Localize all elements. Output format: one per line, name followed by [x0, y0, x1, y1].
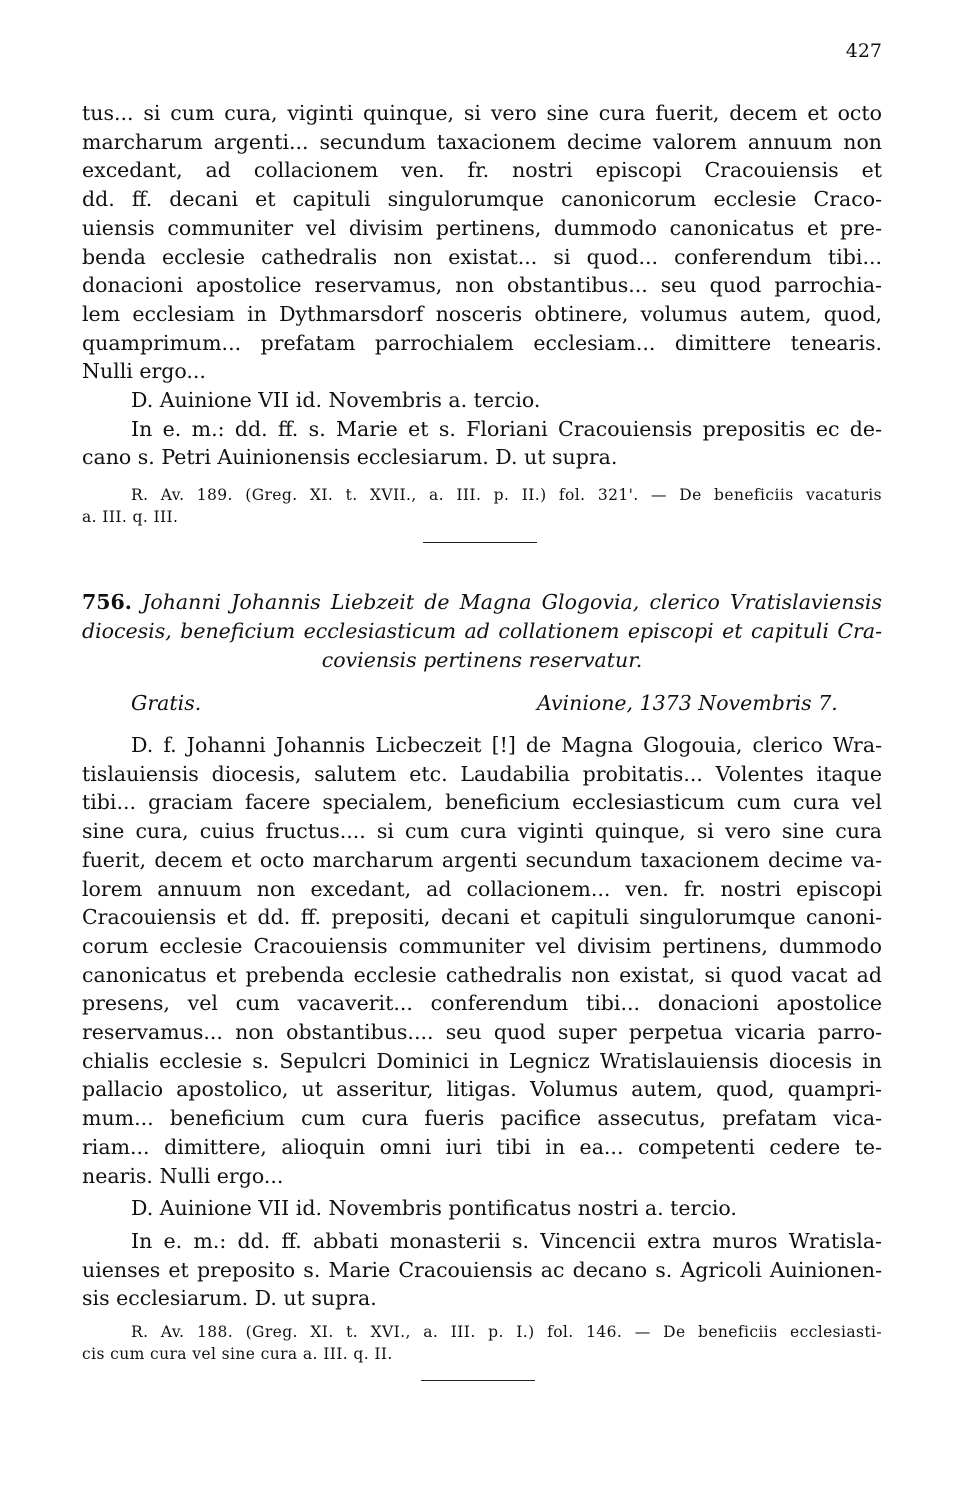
text-line: donacioni apostolice reservamus, non obstantibus... seu quod parrochia-: [82, 273, 882, 298]
text-line: excedant, ad collacionem ven. fr. nostri episcopi Cracouiensis et: [82, 158, 882, 183]
text-line: benda ecclesie cathedralis non existat... si quod... conferendum tibi...: [82, 244, 882, 269]
entry-dateline: [82, 691, 882, 715]
reference-line: R. Av. 188. (Greg. XI. t. XVI., a. III. p. I.) fol. 146. — De beneficiis ecclesiasti-: [131, 1323, 882, 1341]
text-line: tus... si cum cura, viginti quinque, si vero sine cura fuerit, decem et octo: [82, 101, 882, 125]
prev-entry-reference: [82, 484, 882, 528]
text-line: uiensis communiter vel divisim pertinens, dummodo canonicatus et pre-: [82, 215, 882, 240]
entry-reference: [82, 1321, 882, 1365]
text-line: lorem annuum non excedant, ad collacionem... ven. fr. nostri episcopi: [82, 876, 882, 901]
text-line: tislauiensis diocesis, salutem etc. Laudabilia probitatis... Volentes itaque: [82, 761, 882, 786]
in-eodem-modo-line: sis ecclesiarum. D. ut supra.: [82, 1286, 377, 1311]
text-line: canonicatus et prebenda ecclesie cathedralis non existat, si quod vacat ad: [82, 962, 882, 987]
gratis-note: Gratis.: [131, 691, 202, 715]
page-number: 427: [845, 40, 882, 62]
reference-line: a. III. q. III.: [82, 508, 179, 526]
text-line: corum ecclesie Cracouiensis communiter vel divisim pertinens, dummodo: [82, 933, 882, 958]
text-line: fuerit, decem et octo marcharum argenti secundum taxacionem decime va-: [82, 847, 882, 872]
text-line: presens, vel cum vacaverit... conferendum tibi... donacioni apostolice: [82, 991, 882, 1016]
date-line: D. Auinione VII id. Novembris a. tercio.: [131, 388, 541, 413]
text-line: sine cura, cuius fructus.... si cum cura viginti quinque, si vero sine cura: [82, 819, 882, 844]
in-eodem-modo-line: In e. m.: dd. ff. s. Marie et s. Floriani Cracouiensis prepositis ec de-: [131, 416, 882, 441]
text-line: Cracouiensis et dd. ff. prepositi, decani et capituli singulorumque canoni-: [82, 905, 882, 930]
place-date: Avinione, 1373 Novembris 7.: [537, 691, 838, 715]
entry-heading: [82, 588, 882, 675]
text-line: chialis ecclesie s. Sepulcri Dominici in Legnicz Wratislauiensis diocesis in: [82, 1048, 882, 1073]
in-eodem-modo-line: In e. m.: dd. ff. abbati monasterii s. Vincencii extra muros Wratisla-: [131, 1228, 882, 1253]
separator-rule: [423, 542, 537, 543]
text-line: riam... dimittere, alioquin omni iuri tibi in ea... competenti cedere te-: [82, 1134, 882, 1159]
heading-line: coviensis pertinens reservatur.: [321, 648, 643, 672]
text-line: Nulli ergo...: [82, 359, 206, 384]
text-line: mum... beneficium cum cura fueris pacifice assecutus, prefatam vica-: [82, 1106, 882, 1131]
text-line: pallacio apostolico, ut asseritur, litigas. Volumus autem, quod, quampri-: [82, 1077, 882, 1102]
text-line: marcharum argenti... secundum taxacionem decime valorem annuum non: [82, 129, 882, 154]
text-line: D. f. Johanni Johannis Licbeczeit [!] de Magna Glogouia, clerico Wra-: [131, 733, 882, 757]
heading-line: Johanni Johannis Liebzeit de Magna Glogovia, clerico Vratislaviensis: [142, 590, 882, 614]
reference-line: cis cum cura vel sine cura a. III. q. II.: [82, 1345, 393, 1363]
text-line: tibi... graciam facere specialem, beneficium ecclesiasticum cum cura vel: [82, 790, 882, 815]
text-line: reservamus... non obstantibus.... seu quod super perpetua vicaria parro-: [82, 1020, 882, 1045]
in-eodem-modo-line: uienses et preposito s. Marie Cracouiensis ac decano s. Agricoli Auinionen-: [82, 1257, 882, 1282]
reference-line: R. Av. 189. (Greg. XI. t. XVII., a. III. p. II.) fol. 321'. — De beneficiis vacaturis: [131, 486, 882, 504]
text-line: quamprimum... prefatam parrochialem ecclesiam... dimittere tenearis.: [82, 330, 882, 355]
text-line: dd. ff. decani et capituli singulorumque canonicorum ecclesie Craco-: [82, 187, 882, 212]
in-eodem-modo-line: cano s. Petri Auinionensis ecclesiarum. D. ut supra.: [82, 445, 618, 470]
separator-rule: [421, 1380, 535, 1381]
entry-number: 756.: [82, 590, 132, 614]
date-line: D. Auinione VII id. Novembris pontificatus nostri a. tercio.: [131, 1196, 737, 1221]
text-line: lem ecclesiam in Dythmarsdorf nosceris obtinere, volumus autem, quod,: [82, 301, 882, 326]
text-line: nearis. Nulli ergo...: [82, 1163, 284, 1188]
prev-entry-text: [82, 99, 882, 472]
entry-body: [82, 731, 882, 1313]
heading-line: diocesis, beneficium ecclesiasticum ad collationem episcopi et capituli Cra-: [82, 619, 882, 643]
